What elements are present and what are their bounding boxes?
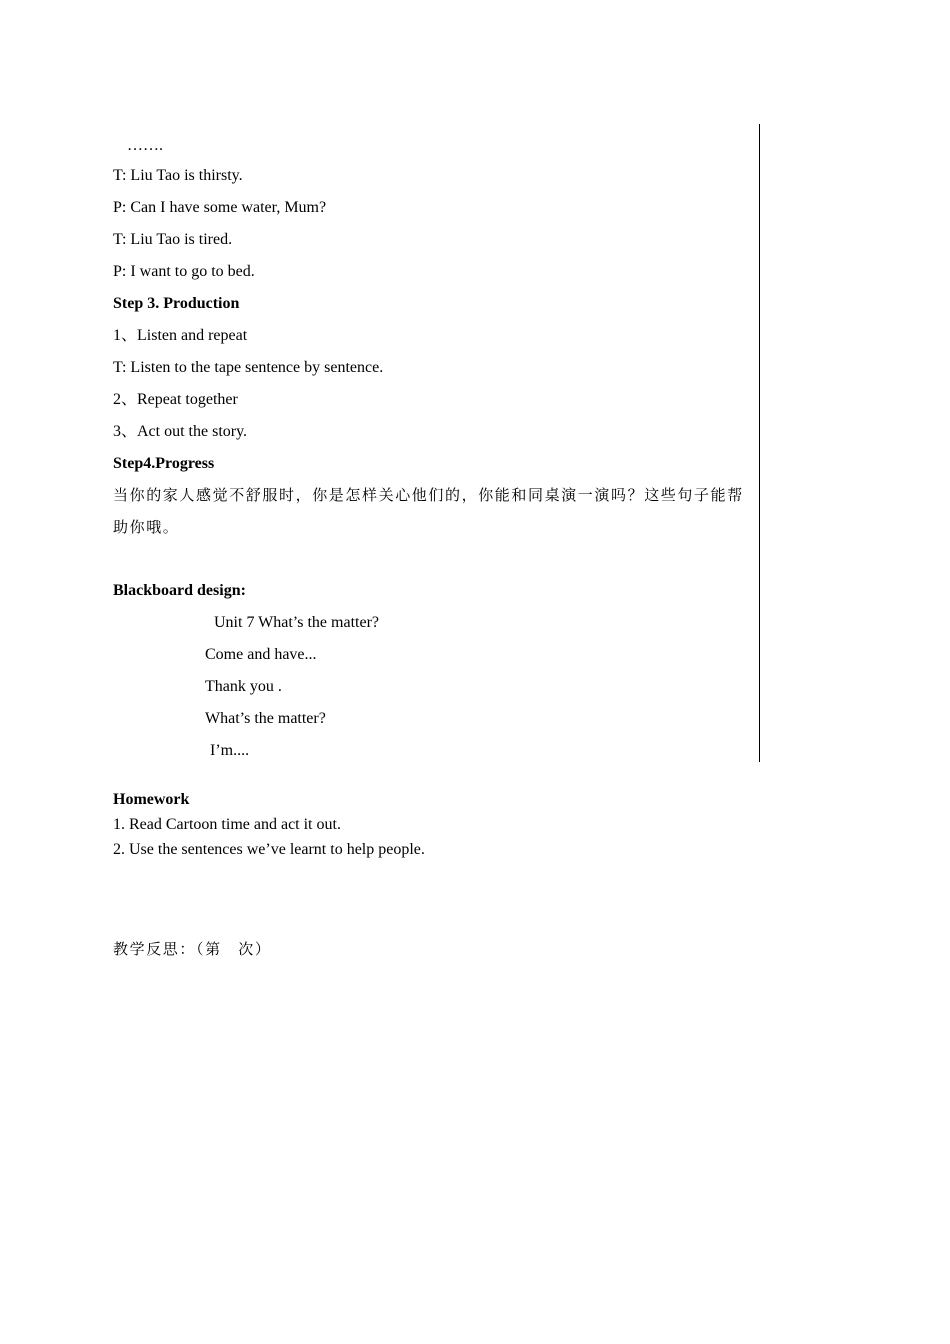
dialogue-line: T: Liu Tao is tired. bbox=[113, 231, 233, 248]
step3-item: 2、Repeat together bbox=[113, 391, 238, 408]
step3-heading: Step 3. Production bbox=[113, 295, 240, 312]
homework-item: 1. Read Cartoon time and act it out. bbox=[113, 816, 341, 833]
step3-item: 3、Act out the story. bbox=[113, 423, 248, 440]
step4-heading: Step4.Progress bbox=[113, 455, 215, 472]
step3-item: T: Listen to the tape sentence by sentence. bbox=[113, 359, 384, 376]
ellipsis-text: ……. bbox=[127, 137, 163, 154]
homework-item: 2. Use the sentences we’ve learnt to help people. bbox=[113, 841, 425, 858]
step4-text-line: 助你哦。 bbox=[113, 518, 180, 536]
blackboard-line: What’s the matter? bbox=[205, 710, 326, 727]
step4-text-line: 当你的家人感觉不舒服时，你是怎样关心他们的，你能和同桌演一演吗？这些句子能帮 bbox=[113, 486, 744, 504]
step3-item: 1、Listen and repeat bbox=[113, 327, 248, 344]
reflection-label: 教学反思：（第 次） bbox=[113, 940, 272, 958]
dialogue-line: T: Liu Tao is thirsty. bbox=[113, 167, 243, 184]
table-right-border bbox=[759, 124, 760, 762]
blackboard-line: Come and have... bbox=[205, 646, 317, 663]
dialogue-line: P: Can I have some water, Mum? bbox=[113, 199, 327, 216]
blackboard-line: I’m.... bbox=[210, 742, 250, 759]
dialogue-line: P: I want to go to bed. bbox=[113, 263, 255, 280]
blackboard-line: Unit 7 What’s the matter? bbox=[214, 614, 379, 631]
blackboard-line: Thank you . bbox=[205, 678, 282, 695]
homework-heading: Homework bbox=[113, 791, 190, 808]
blackboard-heading: Blackboard design: bbox=[113, 582, 246, 599]
